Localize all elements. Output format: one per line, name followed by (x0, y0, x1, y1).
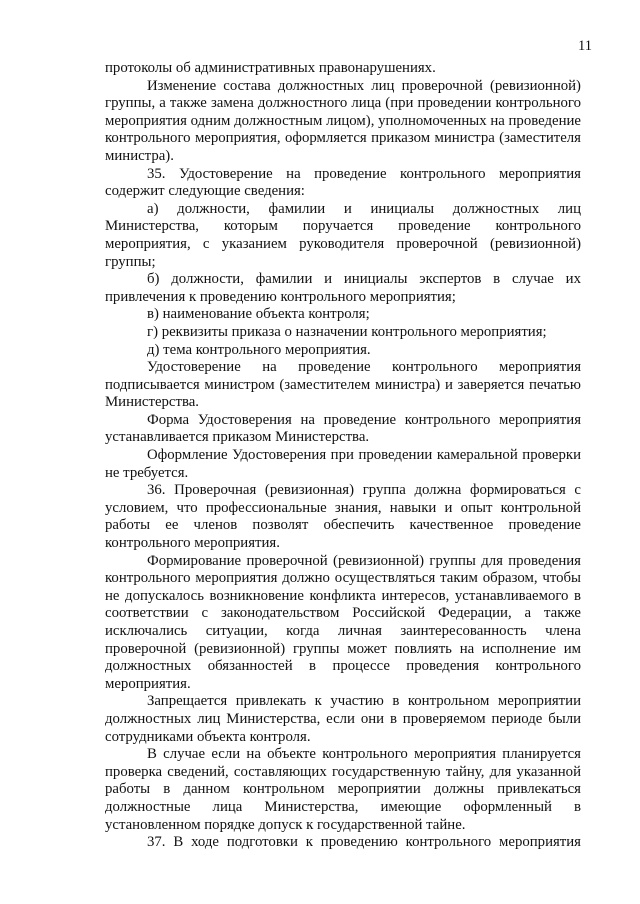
list-item-d: д) тема контрольного мероприятия. (147, 341, 371, 358)
paragraph: В случае если на объекте контрольного мероприятия планируется проверка сведений, составляющих государственную тайну, для указанной работы в данном контрольном мероприятии должны привлекаться должностные лица Министерства, имеющие оформленный в установленном порядке допуск к государственной тайне. (105, 746, 581, 833)
paragraph-item-37: 37. В ходе подготовки к проведению контрольного мероприятия (147, 834, 581, 851)
paragraph: Формирование проверочной (ревизионной) группы для проведения контрольного мероприятия должно осуществляться таким образом, чтобы не допускалось возникновение конфликта интересов, устанавливаемого в соответствии с законодательством Российской Федерации, а также исключались ситуации, когда личная заинтересованность члена проверочной (ревизионной) группы может повлиять на исполнение им должностных обязанностей в процессе проведения контрольного мероприятия. (105, 552, 581, 692)
document-body (105, 60, 581, 852)
paragraph: Запрещается привлекать к участию в контрольном мероприятии должностных лиц Министерства, если они в проверяемом периоде были сотрудниками объекта контроля. (105, 693, 581, 745)
paragraph: Удостоверение на проведение контрольного мероприятия подписывается министром (заместителем министра) и заверяется печатью Министерства. (105, 359, 581, 411)
list-item-b: б) должности, фамилии и инициалы экспертов в случае их привлечения к проведению контрольного мероприятия; (105, 271, 581, 305)
list-item-a: а) должности, фамилии и инициалы должностных лиц Министерства, которым поручается проведение контрольного мероприятия, с указанием руководителя проверочной (ревизионной) группы; (105, 200, 581, 270)
paragraph: Изменение состава должностных лиц проверочной (ревизионной) группы, а также замена должностного лица (при проведении контрольного мероприятия одним должностным лицом), уполномоченных на проведение контрольного мероприятия, оформляется приказом министра (заместителя министра). (105, 77, 581, 164)
page-number: 11 (578, 38, 592, 54)
paragraph-item-35: 35. Удостоверение на проведение контрольного мероприятия содержит следующие сведения: (105, 165, 581, 200)
paragraph-item-36: 36. Проверочная (ревизионная) группа должна формироваться с условием, что профессиональные знания, навыки и опыт контрольной работы ее членов позволят обеспечить качественное проведение контрольного мероприятия. (105, 482, 581, 552)
list-item-v: в) наименование объекта контроля; (147, 306, 370, 323)
list-item-g: г) реквизиты приказа о назначении контрольного мероприятия; (147, 323, 547, 340)
paragraph: Оформление Удостоверения при проведении камеральной проверки не требуется. (105, 447, 581, 481)
paragraph: протоколы об административных правонарушениях. (105, 60, 436, 76)
paragraph: Форма Удостоверения на проведение контрольного мероприятия устанавливается приказом Министерства. (105, 411, 581, 446)
